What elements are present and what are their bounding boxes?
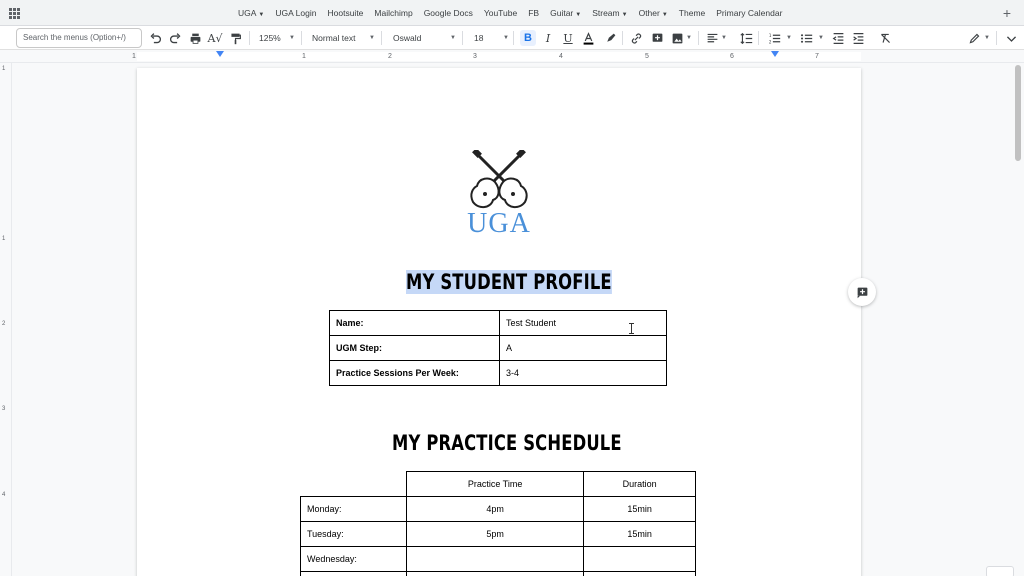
numbered-list-icon[interactable] — [766, 30, 782, 46]
schedule-time-cell[interactable] — [407, 572, 584, 576]
font-select[interactable]: Oswald — [393, 33, 422, 43]
schedule-day-cell[interactable]: Wednesday: — [301, 547, 407, 572]
bulleted-list-caret-icon[interactable]: ▼ — [818, 35, 824, 41]
toolbar-separator — [381, 31, 382, 45]
text-color-icon[interactable] — [580, 30, 596, 46]
table-row — [301, 522, 696, 547]
crossed-guitars-icon — [459, 150, 539, 210]
zoom-select[interactable]: 125% — [259, 33, 281, 43]
style-caret-icon[interactable]: ▼ — [369, 35, 375, 41]
schedule-header-cell[interactable]: Duration — [584, 472, 696, 497]
bookmark-theme[interactable]: Theme — [678, 8, 706, 18]
profile-title[interactable]: MY STUDENT PROFILE — [406, 270, 612, 294]
redo-icon[interactable] — [167, 30, 183, 46]
schedule-header-cell[interactable] — [301, 472, 407, 497]
scrollbar-thumb[interactable] — [1015, 65, 1021, 161]
bookmark-primary-calendar[interactable]: Primary Calendar — [716, 8, 783, 18]
toolbar-separator — [513, 31, 514, 45]
ruler-number: 3 — [473, 53, 477, 60]
align-left-icon[interactable] — [704, 30, 720, 46]
decrease-indent-icon[interactable] — [830, 30, 846, 46]
bold-icon[interactable]: B — [520, 30, 536, 46]
bookmark-other[interactable]: Other ▼ — [638, 8, 668, 18]
bookmark-hootsuite[interactable]: Hootsuite — [327, 8, 364, 18]
vertical-scrollbar[interactable] — [1012, 63, 1024, 576]
schedule-time-cell[interactable] — [407, 547, 584, 572]
increase-indent-icon[interactable] — [850, 30, 866, 46]
undo-icon[interactable] — [147, 30, 163, 46]
bookmark-uga[interactable]: UGA ▼ — [238, 8, 265, 18]
explore-button[interactable] — [986, 566, 1014, 576]
toolbar-separator — [249, 31, 250, 45]
add-comment-icon — [856, 286, 869, 299]
ruler-track — [137, 52, 861, 61]
bookmark-list — [238, 0, 782, 26]
table-row — [330, 361, 667, 386]
ruler-number: 5 — [645, 53, 649, 60]
link-icon[interactable] — [628, 30, 644, 46]
docs-toolbar — [0, 26, 1024, 50]
profile-value-cell[interactable]: Test Student — [500, 311, 667, 336]
bookmark-stream[interactable]: Stream ▼ — [592, 8, 628, 18]
ruler-number: 1 — [132, 53, 136, 60]
bookmark-uga-login[interactable]: UGA Login — [275, 8, 317, 18]
toolbar-separator — [301, 31, 302, 45]
profile-label-cell[interactable]: UGM Step: — [330, 336, 500, 361]
table-row — [330, 336, 667, 361]
align-caret-icon[interactable]: ▼ — [721, 35, 727, 41]
paragraph-style-select[interactable]: Normal text — [312, 33, 356, 43]
ruler-number: 7 — [815, 53, 819, 60]
schedule-duration-cell[interactable]: 15min — [584, 497, 696, 522]
bookmarks-bar — [0, 0, 1024, 26]
table-row — [301, 497, 696, 522]
bookmark-youtube[interactable]: YouTube — [483, 8, 518, 18]
schedule-day-cell[interactable] — [301, 572, 407, 576]
schedule-day-cell[interactable]: Monday: — [301, 497, 407, 522]
toolbar-separator — [758, 31, 759, 45]
numbered-list-caret-icon[interactable]: ▼ — [786, 35, 792, 41]
italic-icon[interactable]: I — [545, 31, 551, 45]
table-row — [301, 572, 696, 576]
bookmark-fb[interactable]: FB — [528, 8, 540, 18]
font-size-select[interactable]: 18 — [474, 33, 484, 43]
vruler-number: 3 — [2, 406, 6, 412]
toolbar-separator — [996, 31, 997, 45]
editing-mode-icon[interactable] — [966, 30, 982, 46]
print-icon[interactable] — [187, 30, 203, 46]
table-row — [301, 547, 696, 572]
line-spacing-icon[interactable] — [738, 30, 754, 46]
font-caret-icon[interactable]: ▼ — [450, 35, 456, 41]
svg-text:1: 1 — [768, 32, 771, 38]
profile-label-cell[interactable]: Practice Sessions Per Week: — [330, 361, 500, 386]
ruler-number: 2 — [388, 53, 392, 60]
toolbar-separator — [622, 31, 623, 45]
toolbar-separator — [698, 31, 699, 45]
editing-mode-caret-icon[interactable]: ▼ — [984, 35, 990, 41]
bulleted-list-icon[interactable] — [798, 30, 814, 46]
hide-menus-chevron-icon[interactable] — [1003, 30, 1019, 46]
uga-logo — [459, 150, 539, 245]
vruler-number: 2 — [2, 321, 6, 327]
left-indent-marker[interactable] — [216, 51, 224, 57]
text-cursor-icon — [629, 323, 634, 334]
vruler-number: 1 — [2, 236, 6, 242]
bookmark-mailchimp[interactable]: Mailchimp — [374, 8, 413, 18]
underline-icon[interactable]: U — [563, 31, 573, 45]
search-menus-input[interactable]: Search the menus (Option+/) — [16, 28, 142, 48]
table-row — [301, 472, 696, 497]
profile-value-cell[interactable]: 3-4 — [500, 361, 667, 386]
schedule-time-cell[interactable]: 5pm — [407, 522, 584, 547]
schedule-day-cell[interactable]: Tuesday: — [301, 522, 407, 547]
vertical-ruler[interactable] — [0, 63, 12, 576]
highlight-color-icon[interactable] — [602, 30, 618, 46]
toolbar-separator — [462, 31, 463, 45]
insert-image-icon[interactable] — [669, 30, 685, 46]
ruler-number: 1 — [302, 53, 306, 60]
vruler-number: 4 — [2, 492, 6, 498]
schedule-duration-cell[interactable] — [584, 547, 696, 572]
schedule-header-cell[interactable]: Practice Time — [407, 472, 584, 497]
floating-add-comment-button[interactable] — [848, 278, 876, 306]
image-caret-icon[interactable]: ▼ — [686, 35, 692, 41]
add-bookmark-icon[interactable]: + — [1002, 5, 1012, 21]
bookmark-google-docs[interactable]: Google Docs — [423, 8, 473, 18]
schedule-title[interactable]: MY PRACTICE SCHEDULE — [392, 431, 622, 455]
schedule-table[interactable] — [300, 471, 696, 576]
zoom-caret-icon[interactable]: ▼ — [289, 35, 295, 41]
profile-value-cell[interactable]: A — [500, 336, 667, 361]
schedule-time-cell[interactable]: 4pm — [407, 497, 584, 522]
horizontal-ruler[interactable] — [0, 50, 1024, 63]
clear-formatting-icon[interactable] — [877, 30, 893, 46]
ruler-number: 6 — [730, 53, 734, 60]
table-row — [330, 311, 667, 336]
schedule-duration-cell[interactable]: 15min — [584, 522, 696, 547]
ruler-number: 4 — [559, 53, 563, 60]
paint-format-icon[interactable] — [227, 30, 243, 46]
add-comment-icon[interactable] — [649, 30, 665, 46]
spellcheck-icon[interactable]: A√ — [207, 31, 223, 45]
profile-label-cell[interactable]: Name: — [330, 311, 500, 336]
logo-text: UGA — [467, 208, 531, 239]
apps-grid-icon[interactable] — [9, 8, 21, 18]
schedule-duration-cell[interactable] — [584, 572, 696, 576]
font-size-caret-icon[interactable]: ▼ — [503, 35, 509, 41]
svg-text:2: 2 — [768, 38, 771, 44]
bookmark-guitar[interactable]: Guitar ▼ — [550, 8, 582, 18]
vruler-number: 1 — [2, 66, 6, 72]
right-indent-marker[interactable] — [771, 51, 779, 57]
profile-table[interactable] — [329, 310, 667, 386]
